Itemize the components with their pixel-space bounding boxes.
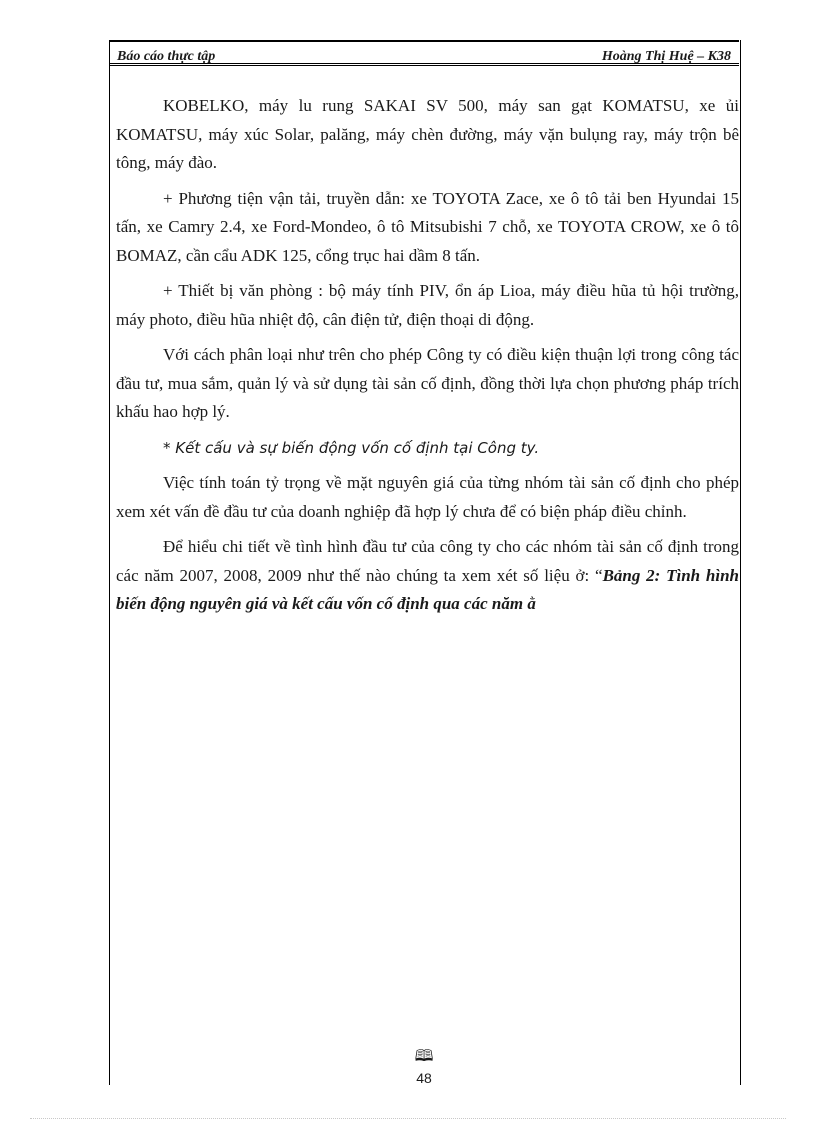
paragraph-weighting: Việc tính toán tỷ trọng về mặt nguyên giá của từng nhóm tài sản cố định cho phép xem xét vấn đề đầu tư của doanh nghiệp đã hợp lý chưa để có biện pháp điều chỉnh. (116, 473, 739, 521)
header-title: Báo cáo thực tập (117, 49, 216, 64)
paragraph-table-reference (116, 533, 739, 619)
table-reference-text: Để hiểu chi tiết về tình hình đầu tư của công ty cho các nhóm tài sản cố định trong các năm 2007, 2008, 2009 như thế nào chúng ta xem xét số liệu ở: “ (116, 537, 739, 585)
paragraph-equipment-continued: KOBELKO, máy lu rung SAKAI SV 500, máy san gạt KOMATSU, xe ủi KOMATSU, máy xúc Solar, palăng, máy chèn đường, máy vặn bulụng ray, máy trộn bê tông, máy đào. (116, 96, 739, 172)
paragraph-transport: + Phương tiện vận tải, truyền dẫn: xe TOYOTA Zace, xe ô tô tải ben Hyundai 15 tấn, xe Camry 2.4, xe Ford-Mondeo, ô tô Mitsubishi 7 chỗ, xe TOYOTA CROW, xe ô tô BOMAZ, cần cẩu ADK 125, cổng trục hai dầm 8 tấn. (116, 188, 739, 265)
document-body (116, 92, 739, 626)
paragraph-classification: Với cách phân loại như trên cho phép Công ty có điều kiện thuận lợi trong công tác đầu tư, mua sắm, quản lý và sử dụng tài sản cố định, đồng thời lựa chọn phương pháp trích khấu hao hợp lý. (116, 345, 739, 421)
page-header (109, 40, 739, 66)
header-author: Hoàng Thị Huệ – K38 (601, 49, 731, 64)
section-heading: * Kết cấu và sự biến động vốn cố định tại Công ty. (163, 438, 540, 457)
open-book-icon: 🕮 (414, 1048, 434, 1065)
paragraph-office-equipment: + Thiết bị văn phòng : bộ máy tính PIV, ổn áp Lioa, máy điều hũa tủ hội trường, máy photo, điều hũa nhiệt độ, cân điện tử, điện thoại di động. (116, 281, 739, 329)
table-caption: Bảng 2: Tình hình biến động nguyên giá và kết cấu vốn cố định qua các năm ằ (116, 565, 740, 613)
bottom-divider (30, 1118, 786, 1119)
page-footer (109, 1048, 739, 1086)
page-number: 48 (416, 1070, 432, 1086)
